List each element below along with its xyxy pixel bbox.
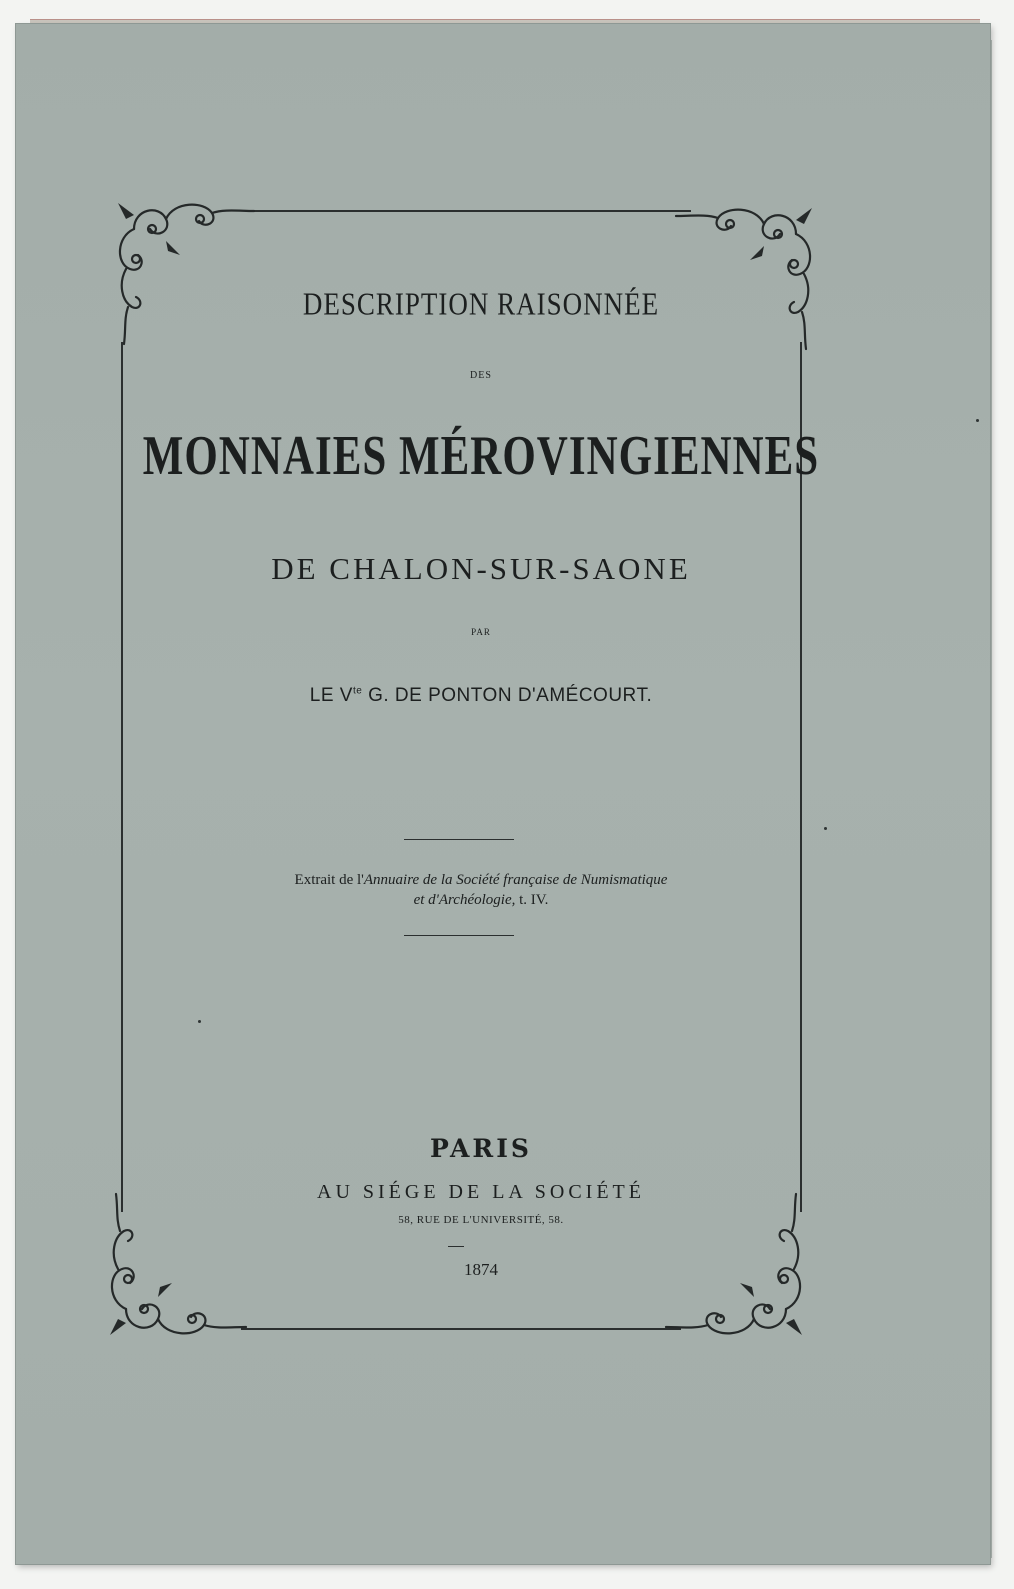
extract-line-1-italic: Annuaire de la Société française de Numismatique [363, 872, 668, 888]
rule-year [448, 1246, 464, 1247]
extract-line-1 [16, 872, 946, 889]
year: 1874 [464, 1260, 498, 1279]
address: 58, RUE DE L'UNIVERSITÉ, 58. [398, 1214, 564, 1226]
frame-top-line [251, 210, 691, 212]
ornament-top-left-icon [104, 189, 264, 349]
paper-speck [198, 1020, 201, 1023]
frame-bottom-line [241, 1328, 681, 1330]
rule-upper [404, 839, 514, 840]
author-name: G. DE PONTON D'AMÉCOURT. [368, 685, 653, 706]
author-prefix: LE V [309, 685, 353, 706]
publisher: AU SIÉGE DE LA SOCIÉTÉ [317, 1181, 645, 1203]
title-line-2: DES [470, 370, 492, 381]
city: PARIS [430, 1134, 532, 1163]
extract-line-2 [16, 892, 946, 909]
paper-speck [824, 827, 827, 830]
title-line-4: DE CHALON-SUR-SAONE [271, 551, 691, 586]
extract-line-2-plain: t. IV. [515, 892, 549, 908]
extract-line-1-plain: Extrait de l' [294, 872, 364, 888]
author-sup: te [352, 685, 363, 697]
book-cover [16, 24, 990, 1564]
extract-line-2-italic: et d'Archéologie, [413, 892, 516, 908]
main-title: MONNAIES MÉROVINGIENNES [142, 425, 820, 488]
paper-speck [976, 419, 979, 422]
ornament-top-right-icon [666, 194, 826, 354]
rule-lower [404, 935, 514, 936]
author [16, 685, 946, 707]
title-line-1: DESCRIPTION RAISONNÉE [302, 286, 660, 322]
by-label: PAR [471, 627, 491, 637]
